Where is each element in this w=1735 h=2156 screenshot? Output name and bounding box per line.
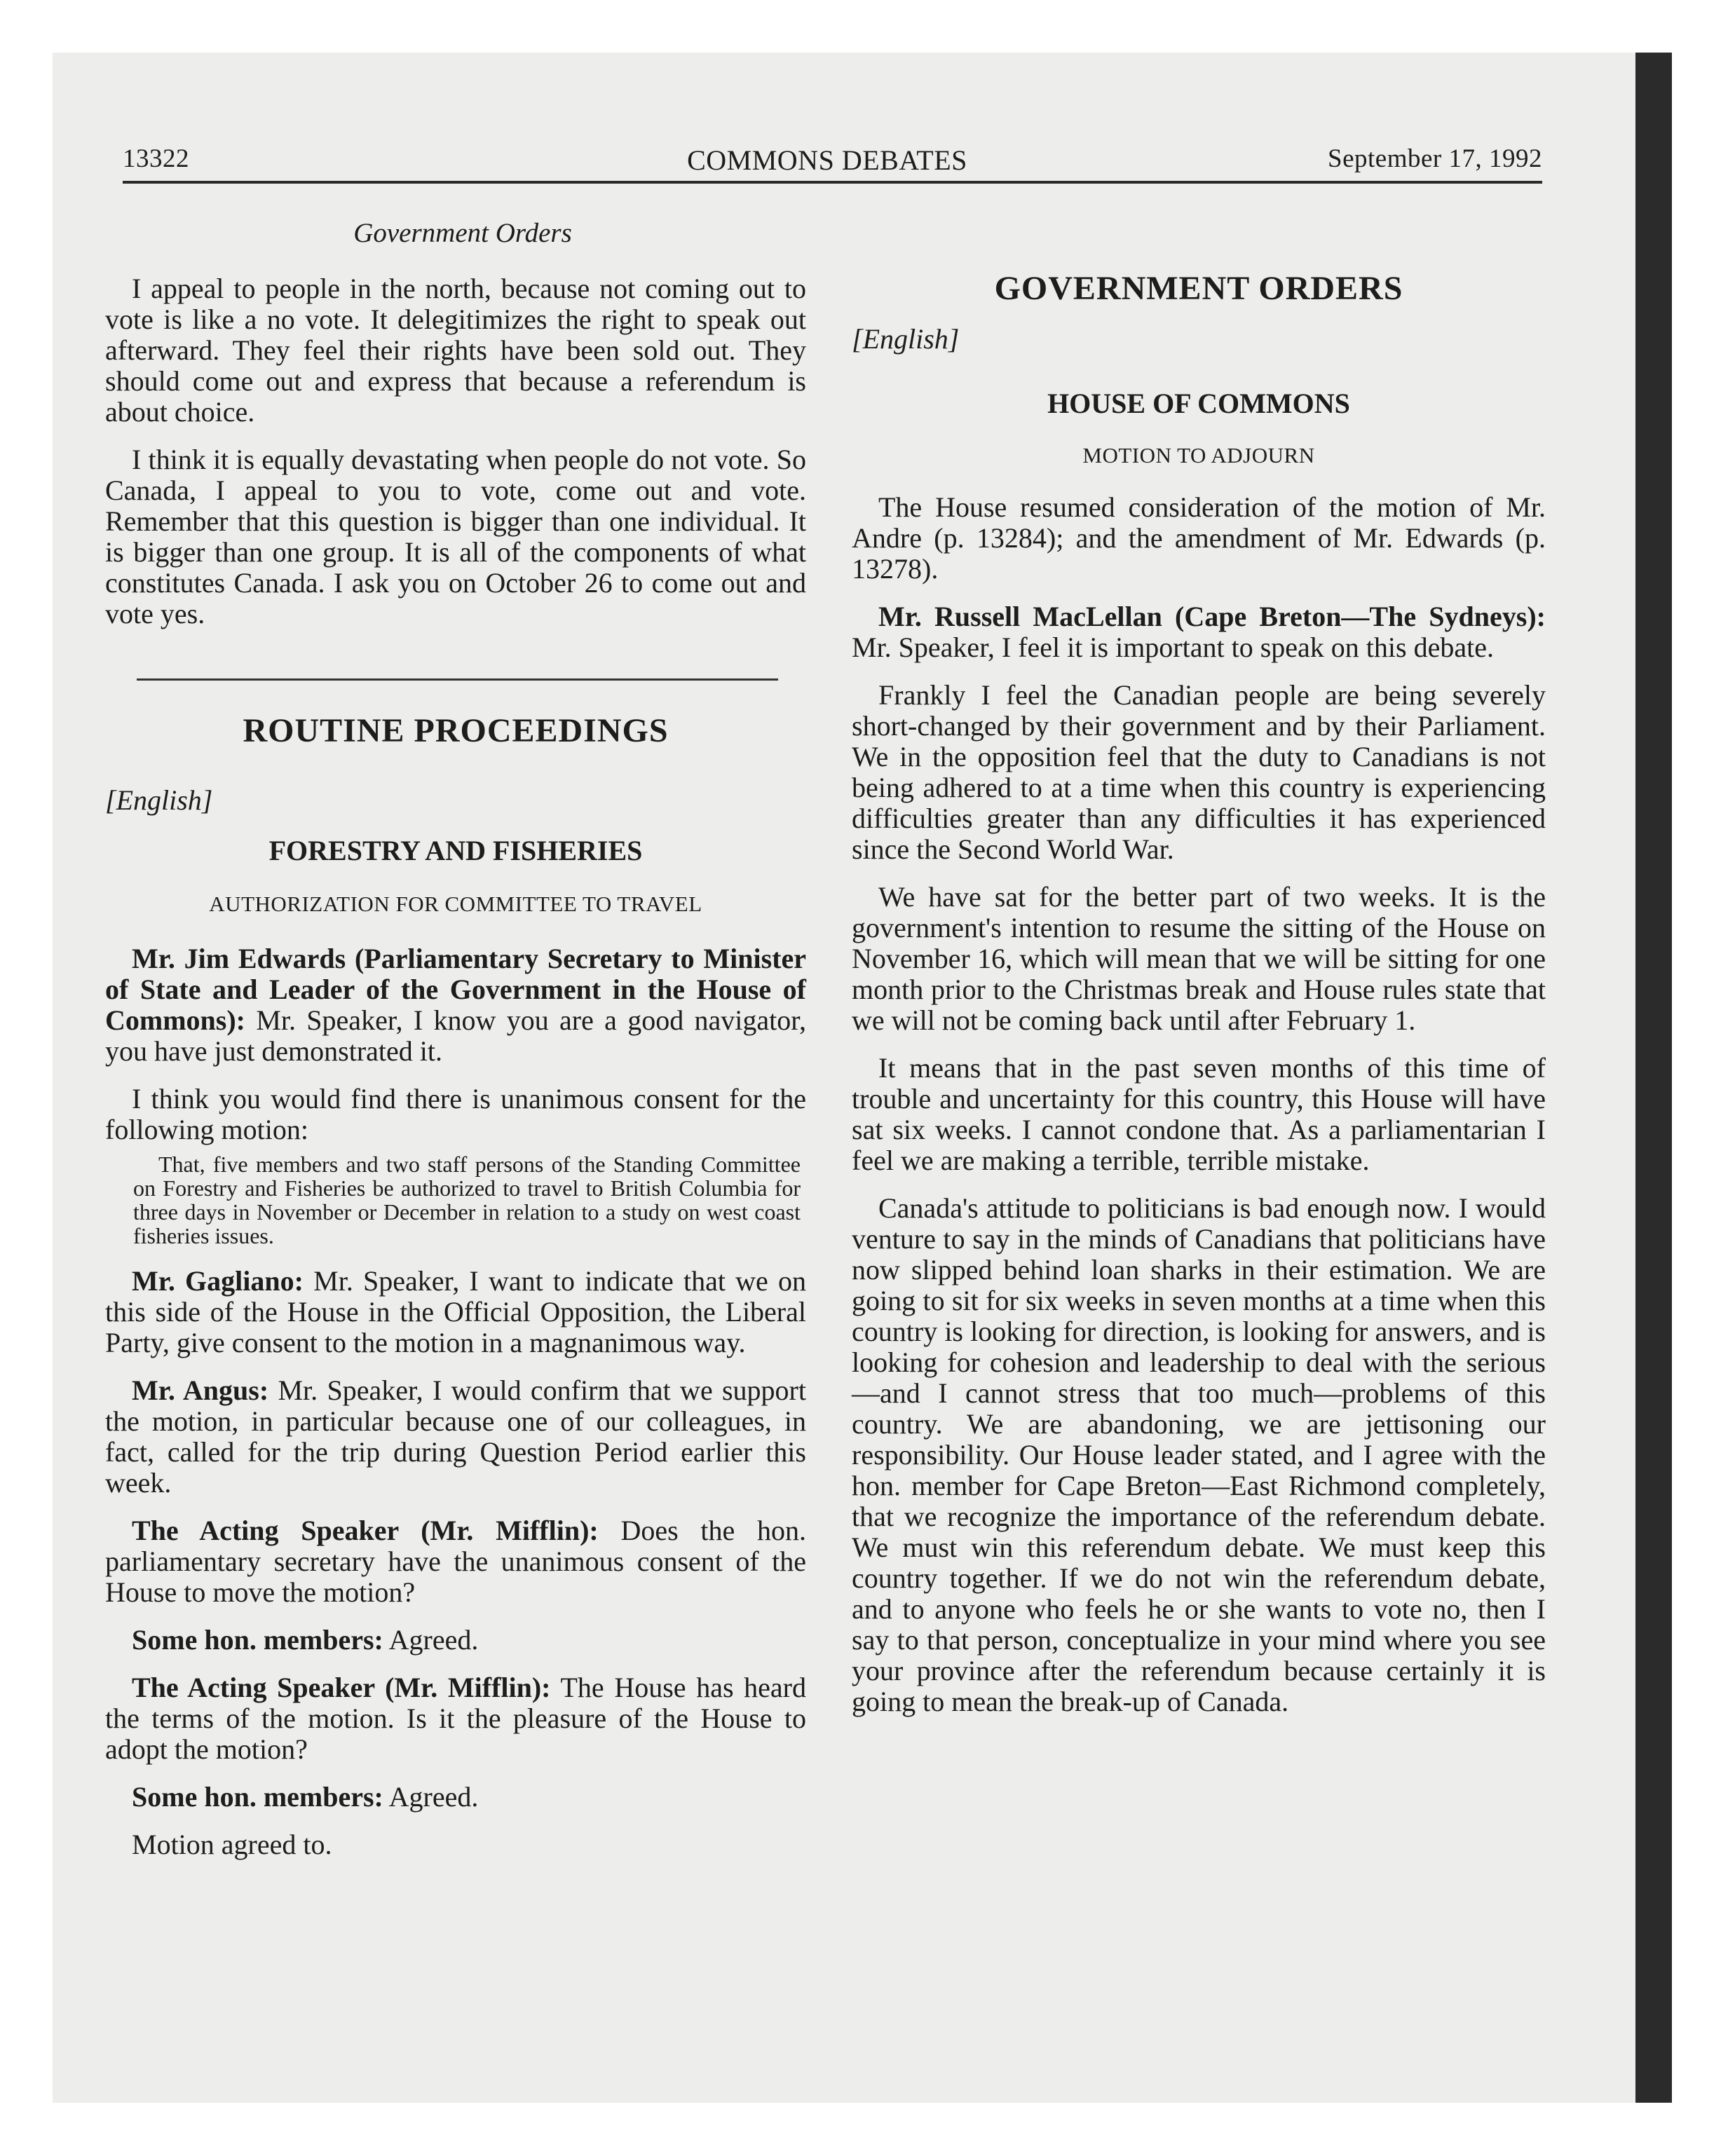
speech-text: Mr. Speaker, I feel it is important to speak on this debate. bbox=[852, 632, 1494, 663]
speech-text: The House has heard the terms of the motion. Is it the pleasure of the House to adopt the motion? bbox=[105, 1672, 807, 1765]
speech-text: Agreed. bbox=[388, 1781, 479, 1813]
speech bbox=[105, 1375, 806, 1499]
subsection-title: HOUSE OF COMMONS bbox=[1047, 388, 1350, 419]
left-column bbox=[105, 273, 806, 1877]
page-number: 13322 bbox=[123, 144, 189, 173]
closing-line: Motion agreed to. bbox=[132, 1829, 332, 1860]
speech bbox=[105, 1266, 806, 1358]
speech bbox=[852, 601, 1546, 663]
speech-text: Agreed. bbox=[388, 1624, 479, 1656]
speaker-name: The Acting Speaker (Mr. Mifflin): bbox=[132, 1672, 551, 1703]
speech bbox=[105, 943, 806, 1067]
paragraph: The House resumed consideration of the motion of Mr. Andre (p. 13284); and the amendment of Mr. Edwards (p. 13278). bbox=[852, 491, 1546, 585]
paragraph: I appeal to people in the north, because not coming out to vote is like a no vote. It delegitimizes the right to speak out afterward. They feel their rights have been sold out. They should come out and express that because a referendum is about choice. bbox=[105, 273, 806, 428]
speech-text: Mr. Speaker, I know you are a good navigator, you have just demonstrated it. bbox=[105, 1004, 807, 1067]
running-subhead: Government Orders bbox=[353, 218, 572, 248]
speaker-name: Some hon. members: bbox=[132, 1624, 383, 1656]
speaker-name: Mr. Jim Edwards (Parliamentary Secretary to Minister of State and Leader of the Government in the House of Commons): bbox=[105, 943, 806, 1036]
speech bbox=[105, 1672, 806, 1765]
speech bbox=[105, 1084, 806, 1145]
speech bbox=[105, 1515, 806, 1608]
speech-text: I think you would find there is unanimous consent for the following motion: bbox=[105, 1083, 806, 1145]
paragraph: Frankly I feel the Canadian people are being severely short-changed by their government and by their Parliament. We in the opposition feel that the duty to Canadians is not being adhered to at a time when this country is experiencing difficulties greater than any difficulties it has experienced since the Second World War. bbox=[852, 679, 1546, 865]
speaker-name: The Acting Speaker (Mr. Mifflin): bbox=[132, 1515, 599, 1546]
speaker-name: Mr. Russell MacLellan (Cape Breton—The Sydneys): bbox=[878, 601, 1546, 632]
publication-title: COMMONS DEBATES bbox=[687, 144, 967, 176]
speech-text: Does the hon. parliamentary secretary have the unanimous consent of the House to move the motion? bbox=[105, 1515, 807, 1608]
speech bbox=[105, 1625, 806, 1656]
paragraph: I think it is equally devastating when people do not vote. So Canada, I appeal to you to vote, come out and vote. Remember that this question is bigger than one individual. It is bigger than one group. It is all of the components of what constitutes Canada. I ask you on October 26 to come out and vote yes. bbox=[105, 444, 806, 629]
speech-text: Mr. Speaker, I would confirm that we support the motion, in particular because one of our colleagues, in fact, called for the trip during Question Period earlier this week. bbox=[105, 1374, 806, 1499]
section-title-routine-proceedings: ROUTINE PROCEEDINGS bbox=[243, 712, 669, 749]
section-title-government-orders: GOVERNMENT ORDERS bbox=[994, 270, 1403, 307]
right-column bbox=[852, 270, 1546, 1734]
paragraph: We have sat for the better part of two weeks. It is the government's intention to resume the sitting of the House on November 16, which will mean that we will be sitting for one month prior to the Christmas break and House rules state that we will not be coming back until after February 1. bbox=[852, 881, 1546, 1036]
section-divider bbox=[137, 678, 778, 681]
speech-text: Mr. Speaker, I want to indicate that we on this side of the House in the Official Opposition, the Liberal Party, give consent to the motion in a magnanimous way. bbox=[105, 1265, 806, 1358]
header-rule bbox=[123, 181, 1542, 184]
language-tag: [English] bbox=[105, 784, 213, 816]
paragraph: Canada's attitude to politicians is bad enough now. I would venture to say in the minds of Canadians that politicians have now slipped behind loan sharks in their estimation. We are going to sit for six weeks in seven months at a time when this country is looking for direction, is looking for answers, and is looking for cohesion and leadership to deal with the serious—and I cannot stress that too much—problems of this country. We are abandoning, we are jettisoning our responsibility. Our House leader stated, and I agree with the hon. member for Cape Breton—East Richmond completely, that we recognize the importance of the referendum debate. We must win this referendum debate. We must keep this country together. If we do not win the referendum debate, and to anyone who feels he or she wants to vote no, then I say to that person, conceptualize in your mind where you see your province after the referendum because certainly it is going to mean the break-up of Canada. bbox=[852, 1192, 1546, 1717]
subsection-title: FORESTRY AND FISHERIES bbox=[268, 835, 643, 866]
speech bbox=[105, 1782, 806, 1813]
subsection-subtitle: MOTION TO ADJOURN bbox=[1082, 443, 1315, 468]
speaker-name: Some hon. members: bbox=[132, 1781, 383, 1813]
publication-date: September 17, 1992 bbox=[1328, 144, 1542, 173]
motion-quote: That, five members and two staff persons of the Standing Committee on Forestry and Fisheries be authorized to travel to British Columbia for three days in November or December in relation to a study on west coast fisheries issues. bbox=[133, 1152, 801, 1248]
subsection-subtitle: AUTHORIZATION FOR COMMITTEE TO TRAVEL bbox=[209, 892, 702, 916]
speaker-name: Mr. Angus: bbox=[132, 1374, 269, 1406]
speaker-name: Mr. Gagliano: bbox=[132, 1265, 304, 1297]
language-tag: [English] bbox=[852, 323, 960, 355]
paragraph: It means that in the past seven months of this time of trouble and uncertainty for this country, this House will have sat six weeks. I cannot condone that. As a parliamentarian I feel we are making a terrible, terrible mistake. bbox=[852, 1052, 1546, 1176]
